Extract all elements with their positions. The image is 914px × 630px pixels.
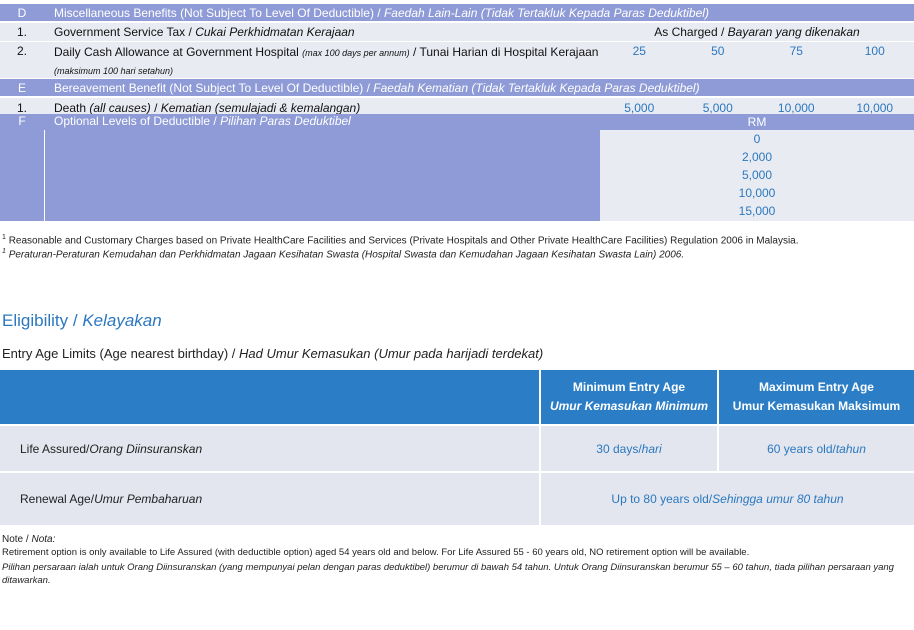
eligibility-body (0, 427, 914, 525)
allowance-values (600, 42, 914, 58)
note-english: Retirement option is only available to Life Assured (with deductible option) aged 54 years old and below. For Life Assured 55 - 60 years old, NO retirement option will be available. (2, 547, 750, 558)
footnote-malay: $^1$ Peraturan-Peraturan Kemudahan dan Perkhidmatan Jagaan Kesihatan Swasta (Hospital Swasta dan Kemudahan Jagaan Kesihatan Swasta Lain) 2006. (2, 248, 685, 261)
deductible-level: 5,000 (741, 168, 773, 182)
row-description: Daily Cash Allowance at Government Hospital (max 100 days per annum) / Tunai Harian di Hospital Kerajaan (maksimum 100 hari setahun) (54, 45, 599, 76)
currency-header: RM (600, 114, 914, 130)
section-d-header (0, 4, 914, 23)
death-values (600, 101, 914, 115)
min-entry-age-header: Minimum Entry Age Umur Kemasukan Minimum (541, 370, 719, 424)
header-blank-cell (0, 370, 541, 424)
value-cell: 10,000 (856, 100, 894, 115)
value-cell: 5,000 (624, 100, 655, 115)
deductible-level: 2,000 (741, 150, 773, 164)
deductible-levels (600, 114, 914, 221)
renewal-age-label: Renewal Age / Umur Pembaharuan (0, 473, 541, 525)
value-cell: 50 (711, 44, 725, 58)
value-cell: 75 (789, 44, 803, 58)
life-assured-label: Life Assured / Orang Diinsuranskan (0, 427, 541, 471)
deductible-level: 10,000 (738, 186, 776, 200)
value-cell: 10,000 (777, 100, 815, 115)
max-entry-age-header: Maximum Entry Age Umur Kemasukan Maksimum (732, 380, 901, 413)
entry-age-subtitle: Entry Age Limits (Age nearest birthday) / Had Umur Kemasukan (Umur pada harijadi terdekat) (2, 346, 544, 361)
note-title: Note / Nota: (2, 534, 56, 545)
row-number: 1. (16, 25, 27, 39)
renewal-age-row (0, 471, 914, 525)
benefits-table (0, 4, 914, 118)
section-e-header (0, 79, 914, 98)
value-cell: 25 (632, 44, 646, 58)
footnote-english: $^1$ Reasonable and Customary Charges based on Private HealthCare Facilities and Services (Private Hospitals and Other Private HealthCare Facilities) Regulation 2006 in Malaysia. (2, 234, 799, 247)
row-description: Death (all causes) / Kematian (semulajadi & kemalangan) (54, 100, 361, 115)
eligibility-header-row (0, 370, 914, 424)
life-assured-min-age: 30 days / hari (541, 427, 719, 471)
section-f-title: Optional Levels of Deductible / Pilihan Paras Deduktibel (54, 114, 351, 128)
section-e-code: E (17, 80, 26, 95)
section-d-row-1 (0, 23, 914, 42)
divider (44, 130, 45, 221)
section-f-code: F (18, 114, 26, 128)
section-d-code: D (17, 5, 27, 20)
row-number: 1. (16, 100, 27, 115)
renewal-age-value: Up to 80 years old / Sehingga umur 80 tahun (611, 492, 844, 506)
eligibility-title: Eligibility / Kelayakan (2, 311, 162, 330)
row-number: 2. (16, 44, 27, 58)
deductible-level: 15,000 (738, 204, 776, 218)
value-cell: 100 (864, 44, 885, 58)
section-e-title: Bereavement Benefit (Not Subject To Level Of Deductible) / Faedah Kematian (Tidak Tertakluk Kepada Paras Deduktibel) (54, 80, 700, 95)
note-malay: Pilihan persaraan ialah untuk Orang Diinsuranskan (yang mempunyai pelan dengan paras deduktibel) berumur di bawah 54 tahun. Untuk Orang Diinsuranskan berumur 55 – 60 tahun, tiada pilihan persaraan yang ditawarkan. (2, 562, 894, 586)
value-cell: 5,000 (702, 100, 733, 115)
as-charged-value: As Charged / Bayaran yang dikenakan (654, 25, 860, 39)
section-f (0, 114, 914, 221)
deductible-level: 0 (753, 132, 761, 146)
life-assured-row (0, 427, 914, 471)
section-d-title: Miscellaneous Benefits (Not Subject To Level Of Deductible) / Faedah Lain-Lain (Tidak Tertakluk Kepada Paras Deduktibel) (54, 5, 709, 20)
life-assured-max-age: 60 years old / tahun (767, 442, 866, 456)
section-d-row-2 (0, 42, 914, 79)
row-description: Government Service Tax / Cukai Perkhidmatan Kerajaan (54, 25, 355, 39)
